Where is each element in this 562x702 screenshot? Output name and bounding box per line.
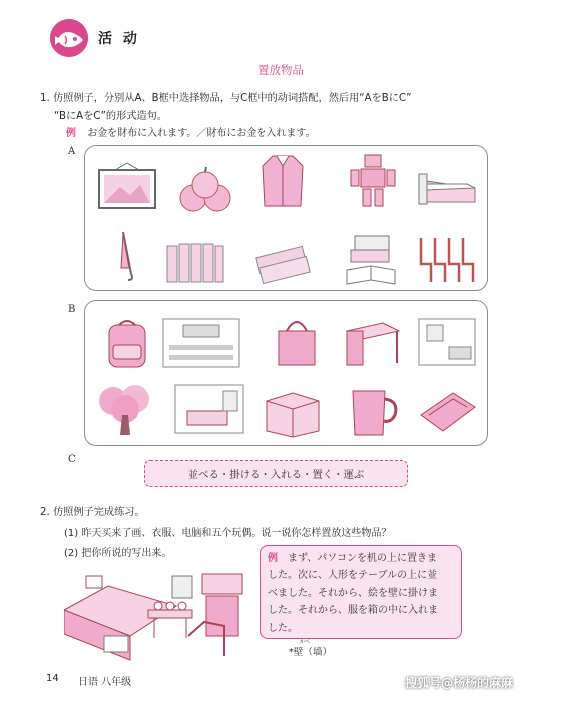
backpack-icon [95, 315, 159, 371]
page-number: 14 [46, 673, 59, 684]
apples-icon [173, 164, 237, 220]
picture-frame-icon [95, 160, 159, 216]
room-icon [415, 313, 479, 369]
section-title: 置放物品 [258, 63, 304, 77]
wallet-icon [415, 383, 479, 439]
classroom-icon [161, 315, 241, 371]
banknotes-icon [251, 234, 315, 290]
verb-box [144, 460, 408, 487]
robot-icon [341, 152, 405, 208]
example-answer-line-5: した。 [268, 622, 298, 634]
example-answer-line-1 [268, 550, 454, 567]
question-2-sub-2: (2) 把你所说的写出来。 [64, 548, 172, 559]
label-a: A [68, 146, 76, 157]
example-answer-line-4: した。それから、服を箱の中に入れま [268, 605, 438, 617]
book-title: 日语 八年级 [78, 677, 132, 688]
example-text: お金を財布に入れます。／財布にお金を入れます。 [87, 128, 316, 139]
living-room-icon [173, 381, 245, 437]
question-2-sub-1: (1) 昨天买来了画、衣服、电脑和五个玩偶。说一说你怎样置放这些物品？ [64, 528, 392, 539]
activity-header [50, 18, 140, 58]
footnote: *壁（墙） [289, 647, 333, 658]
box-b [84, 300, 488, 446]
bottles-icon [161, 230, 225, 286]
umbrella-icon [93, 228, 157, 284]
question-1-line-2: “BにAをC”的形式造句。 [54, 111, 168, 122]
example-answer-line-2: した。次に、人形をテーブルの上に並 [268, 570, 438, 582]
room-scene-illustration [64, 566, 250, 662]
footnote-ruby: かべ [300, 639, 311, 645]
question-2-title: 2. 仿照例子完成练习。 [40, 507, 145, 518]
books-icon [339, 232, 403, 288]
example-answer-tag: 例 [268, 553, 278, 564]
label-c: C [68, 454, 76, 465]
example-tag: 例 [66, 128, 76, 139]
bed-icon [415, 158, 479, 214]
chairs-icon [417, 230, 481, 286]
box-a [84, 145, 488, 291]
question-1-line-1: 1. 仿照例子，分别从A、B框中选择物品，与C框中的动词搭配，然后用“AをBにC” [40, 93, 412, 104]
handbag-icon [265, 311, 329, 367]
fish-logo-icon [50, 19, 88, 57]
example-answer-line-3: べました。それから、絵を壁に掛けま [268, 587, 438, 599]
watermark: 搜狐号@杨杨的麻麻 [405, 676, 514, 690]
cherry-tree-icon [93, 381, 157, 437]
cardboard-box-icon [261, 383, 325, 439]
label-b: B [68, 304, 76, 315]
verb-list: 並べる・掛ける・入れる・置く・運ぶ [187, 469, 365, 481]
coat-icon [251, 152, 315, 208]
example-answer-box [260, 545, 462, 639]
header-title: 活 动 [98, 31, 140, 47]
desk-icon [339, 313, 403, 369]
example-sentence [66, 124, 316, 139]
example-answer-text-1: まず、パソコンを机の上に置きま [278, 553, 437, 564]
mug-icon [341, 383, 405, 439]
